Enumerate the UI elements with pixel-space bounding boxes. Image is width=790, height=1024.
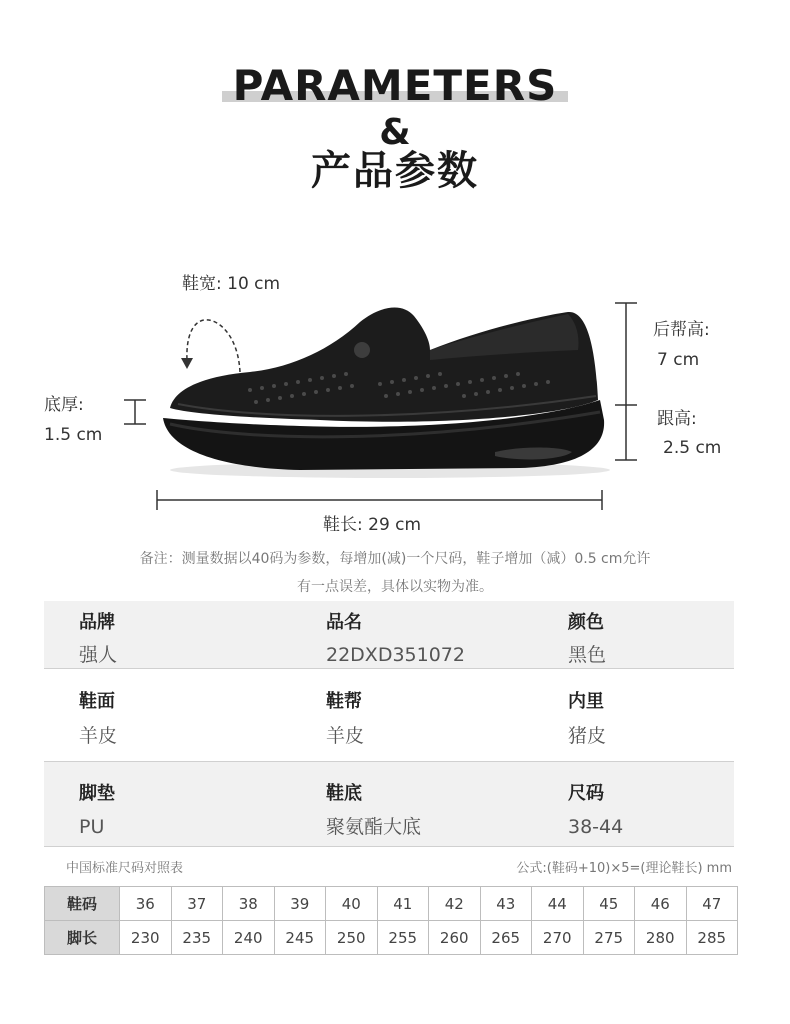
table-cell: 260 xyxy=(429,921,481,955)
spec-key: 鞋底 xyxy=(326,783,362,804)
shoe-width-label: 鞋宽: 10 cm xyxy=(182,274,281,294)
shoe-diagram xyxy=(0,240,790,540)
table-cell: 270 xyxy=(532,921,584,955)
size-chart-formula: 公式:(鞋码+10)×5=(理论鞋长) mm xyxy=(516,861,732,876)
heel-height-value: 2.5 cm xyxy=(663,438,722,458)
spec-key: 鞋帮 xyxy=(326,691,362,712)
page-title-en: PARAMETERS xyxy=(232,61,558,110)
spec-value: 聚氨酯大底 xyxy=(326,816,422,838)
spec-value: 强人 xyxy=(79,644,118,666)
table-cell: 275 xyxy=(583,921,635,955)
table-cell: 280 xyxy=(635,921,687,955)
shoe-image xyxy=(163,307,610,478)
spec-key: 颜色 xyxy=(568,612,604,633)
table-cell: 240 xyxy=(223,921,275,955)
table-cell: 255 xyxy=(377,921,429,955)
table-cell: 41 xyxy=(377,887,429,921)
table-cell: 245 xyxy=(274,921,326,955)
table-cell: 265 xyxy=(480,921,532,955)
spec-key: 鞋面 xyxy=(79,691,115,712)
spec-value: 猪皮 xyxy=(568,725,607,747)
back-height-value: 7 cm xyxy=(657,350,700,370)
spec-key: 品牌 xyxy=(79,612,115,633)
spec-block-2 xyxy=(44,669,734,761)
shoe-length-label: 鞋长: 29 cm xyxy=(323,515,422,535)
table-cell: 45 xyxy=(583,887,635,921)
table-row xyxy=(45,921,738,955)
spec-block-3 xyxy=(44,762,734,846)
table-cell: 44 xyxy=(532,887,584,921)
table-cell: 250 xyxy=(326,921,378,955)
width-arc xyxy=(187,320,240,372)
table-cell: 42 xyxy=(429,887,481,921)
spec-key: 脚垫 xyxy=(79,783,115,804)
table-cell: 39 xyxy=(274,887,326,921)
table-cell: 285 xyxy=(686,921,738,955)
arrow-down-icon xyxy=(181,358,193,369)
size-chart-title: 中国标准尺码对照表 xyxy=(66,861,184,876)
spec-value: PU xyxy=(79,816,105,838)
table-cell: 235 xyxy=(171,921,223,955)
spec-key: 尺码 xyxy=(568,783,604,804)
note-line-1: 备注：测量数据以40码为参数，每增加(减)一个尺码，鞋子增加（减）0.5 cm允许 xyxy=(139,551,651,567)
spec-value: 38-44 xyxy=(568,816,624,838)
spec-key: 品名 xyxy=(326,612,362,633)
row-header: 脚长 xyxy=(45,921,120,955)
table-cell: 43 xyxy=(480,887,532,921)
size-chart-table xyxy=(44,886,738,955)
table-row xyxy=(45,887,738,921)
table-cell: 46 xyxy=(635,887,687,921)
table-cell: 40 xyxy=(326,887,378,921)
spec-value: 羊皮 xyxy=(79,725,118,747)
spec-value: 黑色 xyxy=(568,644,607,666)
table-cell: 47 xyxy=(686,887,738,921)
page-title-cn: 产品参数 xyxy=(311,148,479,194)
sole-thickness-label: 底厚: xyxy=(44,395,84,415)
heel-height-label: 跟高: xyxy=(657,409,697,429)
spec-value: 羊皮 xyxy=(326,725,365,747)
table-cell: 36 xyxy=(120,887,172,921)
page-title-ampersand: & xyxy=(379,112,411,153)
table-cell: 230 xyxy=(120,921,172,955)
divider xyxy=(44,846,734,847)
note-line-2: 有一点误差，具体以实物为准。 xyxy=(297,579,493,595)
sole-thickness-value: 1.5 cm xyxy=(44,425,103,445)
table-cell: 38 xyxy=(223,887,275,921)
back-height-label: 后帮高: xyxy=(653,320,710,340)
spec-key: 内里 xyxy=(568,691,604,712)
table-cell: 37 xyxy=(171,887,223,921)
spec-block-1 xyxy=(44,601,734,668)
spec-value: 22DXD351072 xyxy=(326,644,465,666)
row-header: 鞋码 xyxy=(45,887,120,921)
